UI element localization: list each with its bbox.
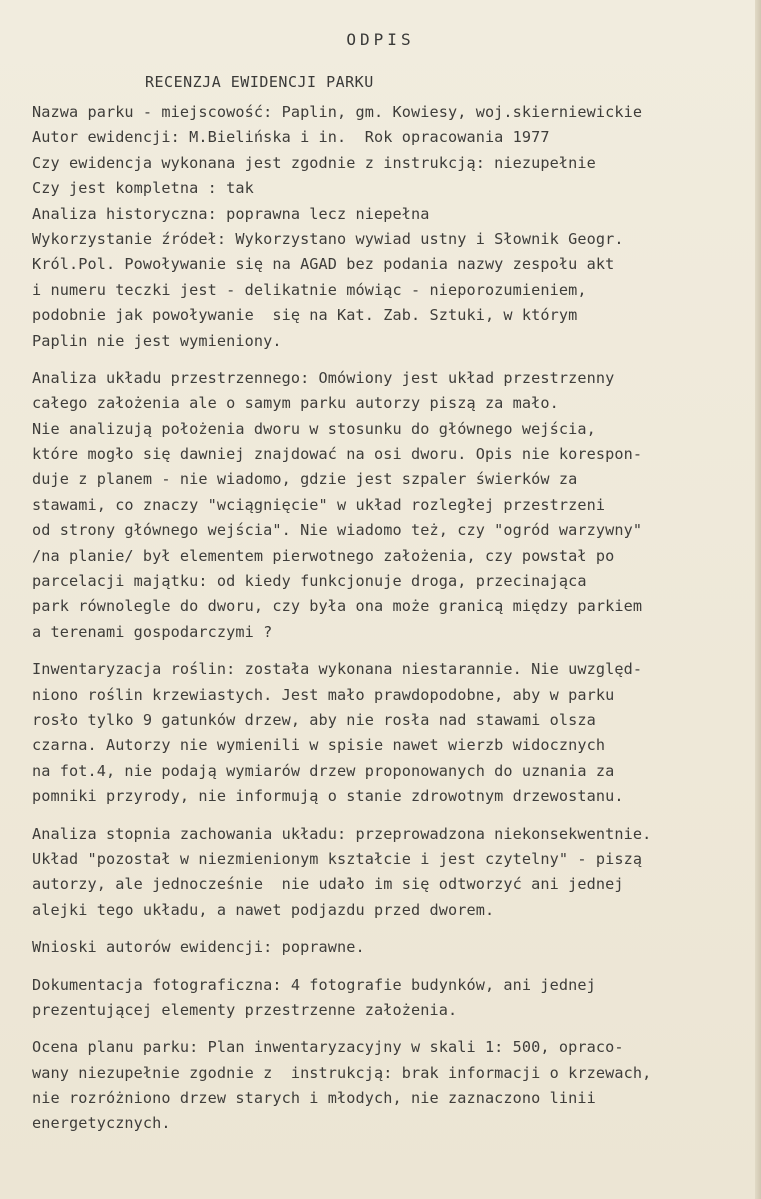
document-subheader: RECENZJA EWIDENCJI PARKU bbox=[145, 73, 374, 91]
page-edge bbox=[755, 0, 761, 1199]
text-line: Paplin nie jest wymieniony. bbox=[32, 331, 282, 350]
paragraph bbox=[32, 935, 732, 960]
paragraph bbox=[32, 100, 732, 354]
text-line: autorzy, ale jednocześnie nie udało im się odtworzyć ani jednej bbox=[32, 875, 624, 894]
text-line: Wnioski autorów ewidencji: poprawne. bbox=[32, 938, 365, 957]
text-line: pomniki przyrody, nie informują o stanie zdrowotnym drzewostanu. bbox=[32, 787, 624, 806]
text-line: Układ "pozostał w niezmienionym kształcie i jest czytelny" - piszą bbox=[32, 849, 643, 868]
text-line: na fot.4, nie podają wymiarów drzew proponowanych do uznania za bbox=[32, 761, 615, 780]
paragraph bbox=[32, 366, 732, 645]
text-line: parcelacji majątku: od kiedy funkcjonuje droga, przecinająca bbox=[32, 572, 587, 591]
text-line: energetycznych. bbox=[32, 1114, 171, 1133]
text-line: Nazwa parku - miejscowość: Paplin, gm. Kowiesy, woj.skierniewickie bbox=[32, 103, 643, 121]
paragraph bbox=[32, 657, 732, 809]
text-line: Autor ewidencji: M.Bielińska i in. Rok opracowania 1977 bbox=[32, 128, 550, 147]
text-line: które mogło się dawniej znajdować na osi dworu. Opis nie korespon- bbox=[32, 445, 643, 464]
text-line: podobnie jak powoływanie się na Kat. Zab. Sztuki, w którym bbox=[32, 306, 578, 325]
document-header: ODPIS bbox=[346, 30, 415, 49]
text-line: Czy jest kompletna : tak bbox=[32, 179, 254, 198]
text-line: Czy ewidencja wykonana jest zgodnie z instrukcją: niezupełnie bbox=[32, 153, 596, 172]
text-line: alejki tego układu, a nawet podjazdu przed dworem. bbox=[32, 900, 495, 919]
text-line: czarna. Autorzy nie wymienili w spisie nawet wierzb widocznych bbox=[32, 736, 606, 755]
text-line: wany niezupełnie zgodnie z instrukcją: brak informacji o krzewach, bbox=[32, 1063, 652, 1082]
text-line: /na planie/ był elementem pierwotnego założenia, czy powstał po bbox=[32, 546, 615, 565]
text-line: rosło tylko 9 gatunków drzew, aby nie rosła nad stawami olsza bbox=[32, 710, 596, 729]
text-line: Wykorzystanie źródeł: Wykorzystano wywiad ustny i Słownik Geogr. bbox=[32, 229, 624, 248]
text-line: stawami, co znaczy "wciągnięcie" w układ rozległej przestrzeni bbox=[32, 495, 606, 514]
paragraph bbox=[32, 1035, 732, 1137]
text-line: Analiza stopnia zachowania układu: przeprowadzona niekonsekwentnie. bbox=[32, 824, 652, 843]
text-line: Dokumentacja fotograficzna: 4 fotografie budynków, ani jednej bbox=[32, 975, 596, 994]
text-line: Analiza historyczna: poprawna lecz niepełna bbox=[32, 204, 430, 223]
text-line: park równolegle do dworu, czy była ona może granicą między parkiem bbox=[32, 597, 643, 616]
text-line: i numeru teczki jest - delikatnie mówiąc - nieporozumieniem, bbox=[32, 280, 587, 299]
text-line: od strony głównego wejścia". Nie wiadomo też, czy "ogród warzywny" bbox=[32, 521, 643, 540]
text-line: Ocena planu parku: Plan inwentaryzacyjny w skali 1: 500, opraco- bbox=[32, 1038, 624, 1057]
text-line: Inwentaryzacja roślin: została wykonana niestarannie. Nie uwzględ- bbox=[32, 660, 643, 679]
text-line: Król.Pol. Powoływanie się na AGAD bez podania nazwy zespołu akt bbox=[32, 255, 615, 274]
text-line: Analiza układu przestrzennego: Omówiony jest układ przestrzenny bbox=[32, 368, 615, 387]
document-body bbox=[32, 100, 732, 1149]
paragraph bbox=[32, 973, 732, 1024]
text-line: nie rozróżniono drzew starych i młodych, nie zaznaczono linii bbox=[32, 1089, 596, 1108]
text-line: duje z planem - nie wiadomo, gdzie jest szpaler świerków za bbox=[32, 470, 578, 489]
paragraph bbox=[32, 822, 732, 924]
text-line: prezentującej elementy przestrzenne założenia. bbox=[32, 1000, 458, 1019]
text-line: a terenami gospodarczymi ? bbox=[32, 622, 273, 641]
text-line: Nie analizują położenia dworu w stosunku do głównego wejścia, bbox=[32, 419, 596, 438]
text-line: całego założenia ale o samym parku autorzy piszą za mało. bbox=[32, 394, 559, 413]
text-line: niono roślin krzewiastych. Jest mało prawdopodobne, aby w parku bbox=[32, 685, 615, 704]
